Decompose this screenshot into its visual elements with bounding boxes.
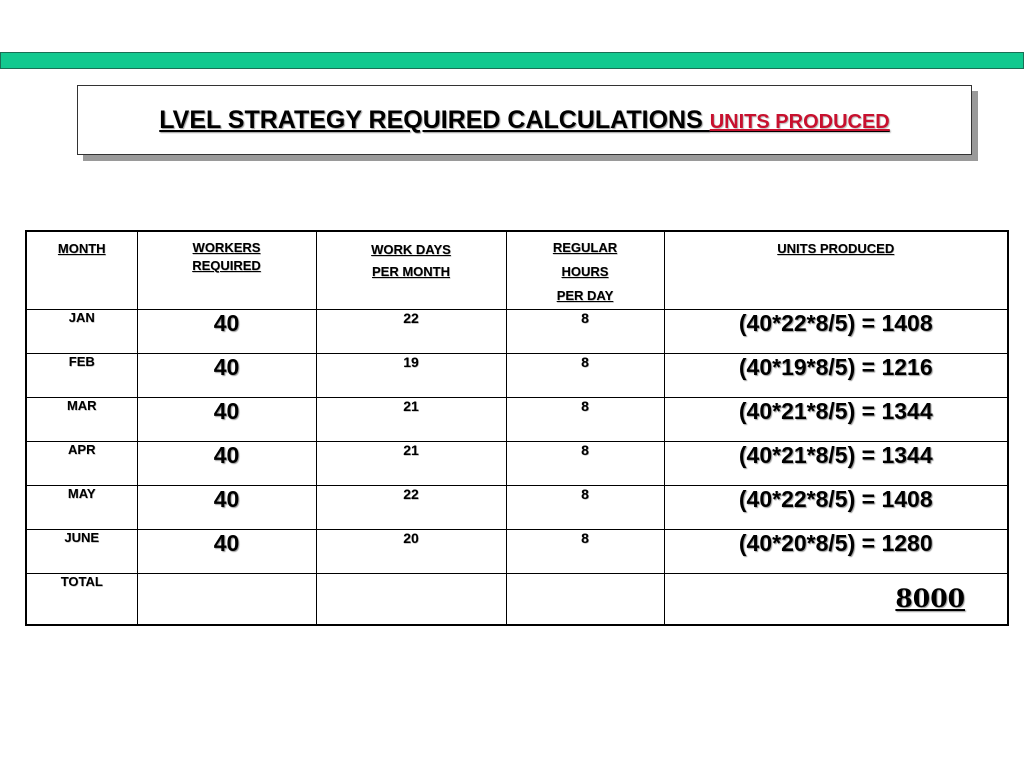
units-cell: (40*20*8/5) = 1280 (664, 529, 1008, 573)
month-cell: JUNE (26, 529, 137, 573)
work-days-cell: 21 (316, 441, 506, 485)
table-total-row (26, 573, 1008, 625)
month-cell: JAN (26, 309, 137, 353)
table-row (26, 309, 1008, 353)
page-title-main: LVEL STRATEGY REQUIRED CALCULATIONS (159, 105, 710, 134)
work-days-cell: 22 (316, 485, 506, 529)
total-value-cell (664, 573, 1008, 625)
table-row (26, 441, 1008, 485)
work-days-cell: 21 (316, 397, 506, 441)
units-cell: (40*22*8/5) = 1408 (664, 485, 1008, 529)
header-workers-required (137, 231, 316, 309)
hours-cell: 8 (506, 529, 664, 573)
header-month-line: MONTH (57, 241, 106, 256)
table-row (26, 397, 1008, 441)
work-days-cell: 22 (316, 309, 506, 353)
header-units-line: UNITS PRODUCED (777, 241, 895, 256)
empty-cell (137, 573, 316, 625)
workers-cell: 40 (137, 529, 316, 573)
units-cell: (40*19*8/5) = 1216 (664, 353, 1008, 397)
month-cell: MAY (26, 485, 137, 529)
units-cell: (40*21*8/5) = 1344 (664, 441, 1008, 485)
hours-cell: 8 (506, 441, 664, 485)
title-box (77, 85, 972, 155)
page-title (159, 106, 890, 135)
hours-cell: 8 (506, 353, 664, 397)
header-workers-line-1: WORKERS (192, 240, 261, 255)
header-work-days (316, 231, 506, 309)
total-value: 8000 (895, 583, 965, 613)
header-regular-hours-line-2: HOURS (561, 264, 609, 279)
table-row (26, 485, 1008, 529)
top-accent-bar (0, 52, 1024, 69)
month-cell: MAR (26, 397, 137, 441)
header-units-produced (664, 231, 1008, 309)
empty-cell (506, 573, 664, 625)
workers-cell: 40 (137, 309, 316, 353)
workers-cell: 40 (137, 397, 316, 441)
page-title-accent: UNITS PRODUCED (709, 110, 890, 133)
header-workers-line-2: REQUIRED (192, 258, 261, 273)
month-cell: APR (26, 441, 137, 485)
empty-cell (316, 573, 506, 625)
header-month (26, 231, 137, 309)
workers-cell: 40 (137, 485, 316, 529)
header-work-days-line-2: PER MONTH (372, 264, 450, 279)
total-label-cell: TOTAL (26, 573, 137, 625)
units-cell: (40*22*8/5) = 1408 (664, 309, 1008, 353)
table-row (26, 353, 1008, 397)
table-header-row (26, 231, 1008, 309)
workers-cell: 40 (137, 353, 316, 397)
units-cell: (40*21*8/5) = 1344 (664, 397, 1008, 441)
header-work-days-line-1: WORK DAYS (371, 242, 451, 257)
header-regular-hours-line-3: PER DAY (556, 288, 614, 303)
table-row (26, 529, 1008, 573)
hours-cell: 8 (506, 309, 664, 353)
units-produced-table (25, 230, 1009, 626)
work-days-cell: 20 (316, 529, 506, 573)
month-cell: FEB (26, 353, 137, 397)
workers-cell: 40 (137, 441, 316, 485)
hours-cell: 8 (506, 397, 664, 441)
hours-cell: 8 (506, 485, 664, 529)
header-regular-hours-line-1: REGULAR (552, 240, 618, 255)
work-days-cell: 19 (316, 353, 506, 397)
header-regular-hours (506, 231, 664, 309)
